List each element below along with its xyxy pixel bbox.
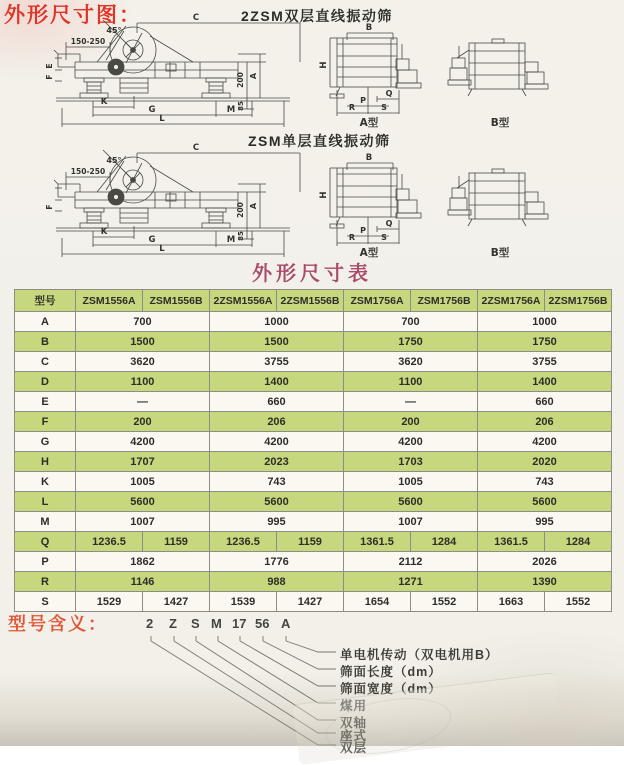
model-label-screen-length: 筛面长度（dm） [340, 665, 442, 679]
column-header: ZSM1756A [344, 290, 411, 312]
dim-label: M [226, 235, 236, 245]
column-header: 2ZSM1556A [210, 290, 277, 312]
dimension-value: 988 [210, 572, 344, 592]
dimension-value: 2020 [478, 452, 612, 472]
dimension-value: 1236.5 [76, 532, 143, 552]
dimension-value: 2112 [344, 552, 478, 572]
table-row [15, 552, 612, 572]
model-label-screen-width: 筛面宽度（dm） [340, 682, 442, 696]
dimension-value: 1007 [76, 512, 210, 532]
dimension-value: 1776 [210, 552, 344, 572]
model-code-part: 56 [255, 616, 270, 631]
front-views-zsm [319, 153, 548, 259]
side-view-2zsm [45, 13, 300, 127]
dimension-value: 206 [210, 412, 344, 432]
dimension-value: 1361.5 [344, 532, 411, 552]
row-label: B [15, 332, 76, 352]
dimension-value: 1663 [478, 592, 545, 612]
row-label: E [15, 392, 76, 412]
dimension-value: 1000 [210, 312, 344, 332]
dim-label: H [319, 191, 329, 199]
dim-label: Q [385, 89, 393, 98]
table-row [15, 332, 612, 352]
column-header: ZSM1556B [143, 290, 210, 312]
dimension-value: 5600 [478, 492, 612, 512]
front-views-2zsm [319, 23, 548, 129]
model-meaning-heading: 型号含义： [8, 614, 108, 634]
dimension-value: 1236.5 [210, 532, 277, 552]
dim-label: 150-250 [70, 167, 106, 176]
dimension-value: 4200 [344, 432, 478, 452]
row-label: D [15, 372, 76, 392]
dim-label: A [249, 202, 258, 210]
dimension-value: 1284 [411, 532, 478, 552]
model-label-seat-type: 座式 [340, 729, 368, 743]
dim-label: 85 [237, 101, 245, 111]
dimension-value: 1500 [210, 332, 344, 352]
dimension-value: 200 [76, 412, 210, 432]
table-row [15, 372, 612, 392]
dimension-value: 3755 [478, 352, 612, 372]
row-label: F [15, 412, 76, 432]
dimension-value: 1539 [210, 592, 277, 612]
dim-label: R [348, 103, 356, 112]
dimension-value: 1427 [143, 592, 210, 612]
dimension-value: 3620 [76, 352, 210, 372]
dimension-value: 1400 [210, 372, 344, 392]
dimension-value: 4200 [76, 432, 210, 452]
dimension-value: 1750 [478, 332, 612, 352]
dim-label: L [159, 244, 165, 254]
model-label-double-layer: 双层 [340, 741, 368, 755]
table-row [15, 492, 612, 512]
dimension-value: 4200 [210, 432, 344, 452]
dimension-value: 1654 [344, 592, 411, 612]
dimension-value: 700 [76, 312, 210, 332]
dimension-value: 2023 [210, 452, 344, 472]
drawing-row-1 [0, 10, 624, 132]
dimension-value: 1750 [344, 332, 478, 352]
dimension-value: 743 [478, 472, 612, 492]
dim-label: P [360, 226, 366, 235]
dim-label: 200 [236, 202, 245, 218]
model-code-part: A [281, 616, 291, 631]
dim-label: F [45, 204, 54, 210]
dimension-value: 1271 [344, 572, 478, 592]
dimension-value: 660 [210, 392, 344, 412]
drawing1-title: 2ZSM双层直线振动筛 [241, 8, 393, 24]
dimension-value: 3620 [344, 352, 478, 372]
dimension-value: 1552 [411, 592, 478, 612]
dimension-value: 995 [210, 512, 344, 532]
dimension-value: 1427 [277, 592, 344, 612]
model-label-single-motor: 单电机传动（双电机用B） [340, 648, 499, 662]
dim-label: C [192, 13, 200, 23]
dim-label: 150-250 [70, 37, 106, 46]
dimension-value: 5600 [76, 492, 210, 512]
dimension-value: 1146 [76, 572, 210, 592]
dimension-value: 1500 [76, 332, 210, 352]
column-header: 型号 [15, 290, 76, 312]
row-label: Q [15, 532, 76, 552]
dim-label: B型 [490, 247, 510, 259]
dim-label: E [45, 63, 54, 69]
row-label: H [15, 452, 76, 472]
dimension-value: 1284 [545, 532, 612, 552]
drawing-row-2 [0, 140, 624, 262]
dimension-value: 5600 [210, 492, 344, 512]
dimension-value: 1159 [277, 532, 344, 552]
dim-label: C [192, 143, 200, 153]
model-connector-lines [0, 610, 624, 746]
dim-label: S [381, 233, 387, 242]
dimension-value: 743 [210, 472, 344, 492]
dimension-value: 1707 [76, 452, 210, 472]
dim-label: M [226, 105, 236, 115]
dim-label: A型 [359, 117, 379, 129]
dimension-value: 1100 [76, 372, 210, 392]
table-row [15, 572, 612, 592]
side-view-zsm [45, 143, 300, 257]
dimension-value: 1361.5 [478, 532, 545, 552]
dim-label: L [159, 114, 165, 124]
row-label: C [15, 352, 76, 372]
model-code-part: 17 [232, 616, 247, 631]
table-row [15, 312, 612, 332]
dim-label: B [365, 153, 373, 163]
column-header: ZSM1756B [411, 290, 478, 312]
dimension-value: 660 [478, 392, 612, 412]
dim-label: 200 [236, 72, 245, 88]
dimension-value: 1159 [143, 532, 210, 552]
dimension-table [14, 289, 612, 612]
model-label-coal-use: 煤用 [340, 699, 368, 713]
dimension-value: 700 [344, 312, 478, 332]
table-row [15, 392, 612, 412]
table-header-row [15, 290, 612, 312]
column-header: 2ZSM1756A [478, 290, 545, 312]
dimension-value: 1862 [76, 552, 210, 572]
dimension-value: 1005 [344, 472, 478, 492]
row-label: L [15, 492, 76, 512]
dim-label: A [249, 72, 258, 80]
dimension-table-title: 外形尺寸表 [252, 263, 372, 285]
table-row [15, 452, 612, 472]
dimension-value: 1100 [344, 372, 478, 392]
table-row [15, 532, 612, 552]
dim-label: H [319, 61, 329, 69]
dim-label: 45° [106, 26, 122, 35]
dimension-value: — [76, 392, 210, 412]
outline-dimensions-heading: 外形尺寸图： [4, 4, 142, 27]
dimension-value: 3755 [210, 352, 344, 372]
dim-label: P [360, 96, 366, 105]
dim-label: B型 [490, 117, 510, 129]
row-label: R [15, 572, 76, 592]
row-label: K [15, 472, 76, 492]
dimension-value: 5600 [344, 492, 478, 512]
model-code-part: M [211, 616, 222, 631]
dim-label: Q [385, 219, 393, 228]
table-row [15, 352, 612, 372]
drawing2-title: ZSM单层直线振动筛 [248, 133, 391, 149]
dimension-value: 995 [478, 512, 612, 532]
column-header: ZSM1556A [76, 290, 143, 312]
table-row [15, 472, 612, 492]
dimension-value: 1400 [478, 372, 612, 392]
dim-label: 85 [237, 231, 245, 241]
dim-label: 45° [106, 156, 122, 165]
model-label-double-shaft: 双轴 [340, 716, 368, 730]
dim-label: K [100, 97, 108, 107]
dimension-value: 1007 [344, 512, 478, 532]
dim-label: A型 [359, 247, 379, 259]
column-header: 2ZSM1756B [545, 290, 612, 312]
dimension-value: — [344, 392, 478, 412]
model-code-part: S [191, 616, 200, 631]
dimension-value: 206 [478, 412, 612, 432]
dimension-value: 1005 [76, 472, 210, 492]
table-row [15, 412, 612, 432]
dimension-value: 1703 [344, 452, 478, 472]
dim-label: S [381, 103, 387, 112]
table-row [15, 512, 612, 532]
row-label: A [15, 312, 76, 332]
model-code-part: 2 [146, 616, 154, 631]
row-label: S [15, 592, 76, 612]
row-label: P [15, 552, 76, 572]
dim-label: G [148, 105, 156, 115]
model-code-part: Z [169, 616, 177, 631]
dimension-value: 1529 [76, 592, 143, 612]
dimension-value: 1552 [545, 592, 612, 612]
dim-label: F [45, 74, 54, 80]
dimension-value: 200 [344, 412, 478, 432]
column-header: 2ZSM1556B [277, 290, 344, 312]
dimension-value: 2026 [478, 552, 612, 572]
dimension-value: 4200 [478, 432, 612, 452]
dim-label: B [365, 23, 373, 33]
table-row [15, 592, 612, 612]
dim-label: G [148, 235, 156, 245]
table-row [15, 432, 612, 452]
row-label: G [15, 432, 76, 452]
dim-label: K [100, 227, 108, 237]
dim-label: R [348, 233, 356, 242]
dimension-value: 1000 [478, 312, 612, 332]
dimension-value: 1390 [478, 572, 612, 592]
row-label: M [15, 512, 76, 532]
